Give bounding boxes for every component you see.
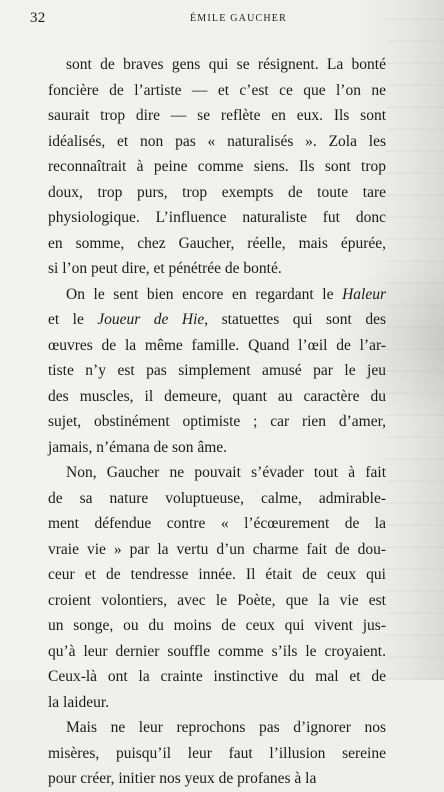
text-line: si l’on peut dire, et pénétrée de bonté. — [48, 260, 282, 277]
text-line: sujet, obstinément optimiste ; car rien d’amer, — [48, 413, 386, 430]
text-line: On le sent bien encore en regardant le Haleur — [66, 285, 386, 303]
text-line: reconnaîtrait à peine comme siens. Ils sont trop — [48, 158, 386, 175]
text-line: foncière de l’artiste — et c’est ce que l’on ne — [48, 81, 386, 99]
text-line: la laideur. — [48, 693, 110, 711]
text-line: saurait trop dire — se reflète en eux. Ils sont — [48, 107, 386, 124]
text-line: misères, puisqu’il leur faut l’illusion sereine — [48, 744, 386, 762]
text-line: vraie vie » par la vertu d’un charme fait de dou- — [48, 540, 386, 558]
text-line: qu’à leur dernier souffle comme s’ils le croyaient. — [48, 642, 386, 660]
text-line: en somme, chez Gaucher, réelle, mais épurée, — [48, 234, 386, 252]
text-line: œuvres de la même famille. Quand l’œil de l’ar- — [48, 336, 386, 354]
text-line: doux, trop purs, trop exempts de toute tare — [48, 183, 386, 201]
text-line: ceur et de tendresse innée. Il était de ceux qui — [48, 566, 386, 583]
body-text — [48, 52, 386, 792]
text-line: un songe, ou du moins de ceux qui vivent jus- — [48, 617, 386, 634]
text-line: et le Joueur de Hie, statuettes qui sont des — [48, 311, 386, 328]
text-line: Ceux-là ont la crainte instinctive du mal et de — [48, 668, 386, 685]
facing-page-bleed — [386, 0, 444, 680]
text-line: Mais ne leur reprochons pas d’ignorer nos — [66, 719, 386, 736]
text-line: jamais, n’émana de son âme. — [48, 438, 228, 456]
text-line: des muscles, il demeure, quant au caractère du — [48, 387, 386, 405]
text-line: physiologique. L’influence naturaliste fut donc — [48, 209, 386, 226]
text-line: de sa nature voluptueuse, calme, admirable- — [48, 489, 386, 507]
running-head: ÉMILE GAUCHER — [190, 13, 287, 24]
text-line: pour créer, initier nos yeux de profanes à la — [48, 770, 317, 787]
text-line: idéalisés, et non pas « naturalisés ». Zola les — [48, 132, 386, 150]
text-line: Non, Gaucher ne pouvait s’évader tout à fait — [66, 464, 386, 481]
text-line: croient volontiers, avec le Poète, que la vie est — [48, 591, 386, 609]
page-header — [30, 10, 386, 30]
text-line: sont de braves gens qui se résignent. La bonté — [66, 56, 386, 73]
text-line: ment défendue contre « l’écœurement de la — [48, 515, 386, 532]
page-number: 32 — [30, 10, 46, 26]
text-line: tiste n’y est pas simplement amusé par le jeu — [48, 362, 386, 379]
